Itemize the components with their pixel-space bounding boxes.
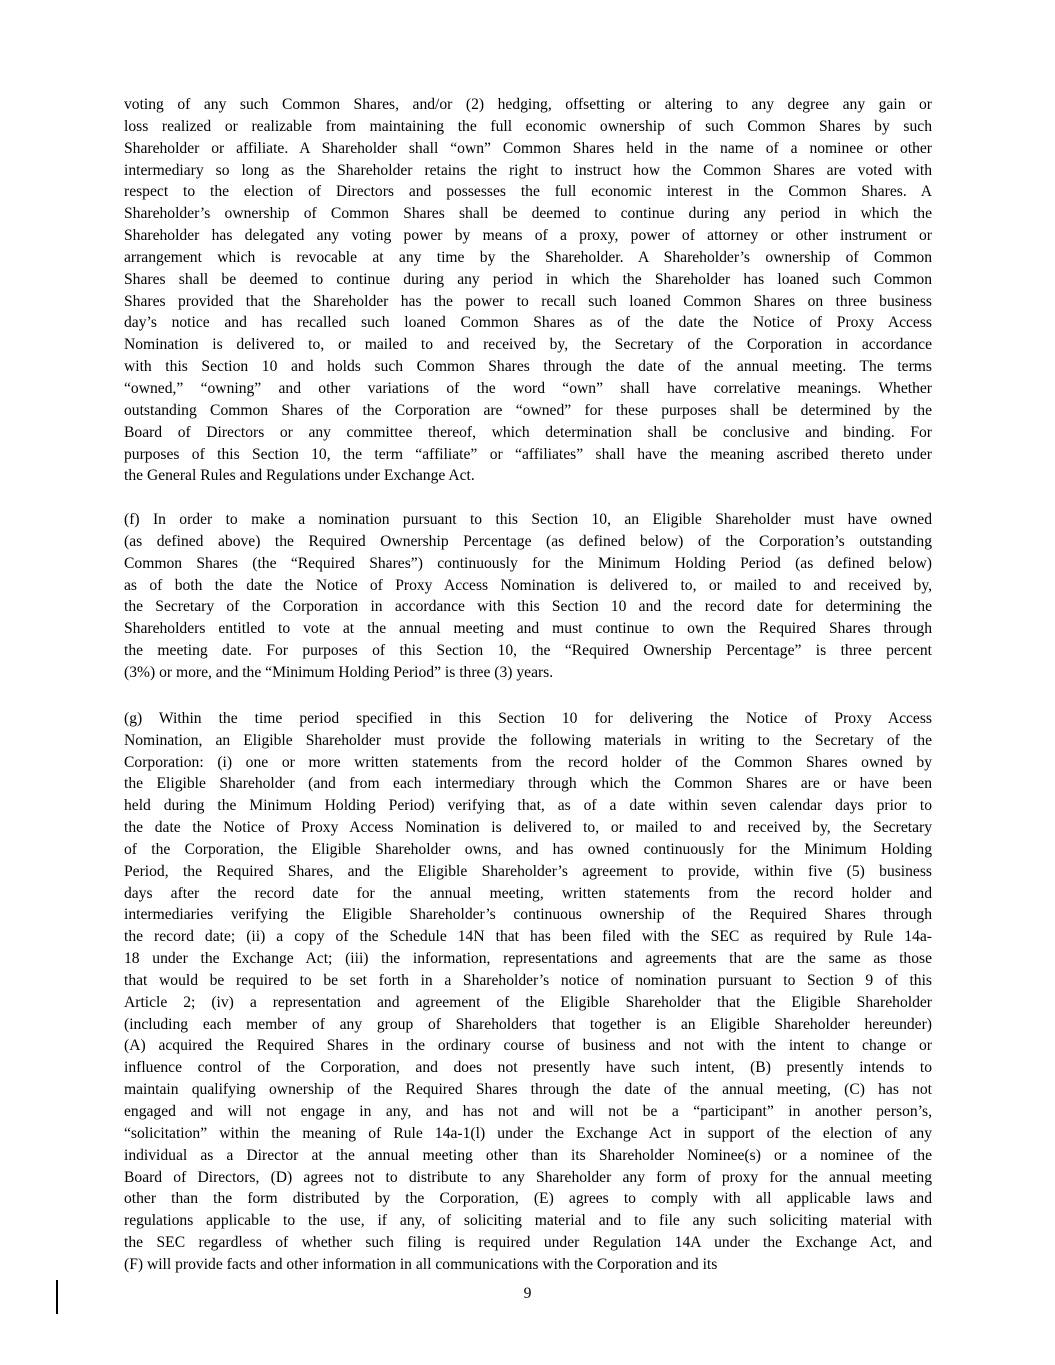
- text-line: (including each member of any group of Shareholders that together is an Eligible Shareholder hereunder): [124, 1015, 932, 1033]
- text-line: the Eligible Shareholder (and from each intermediary through which the Common Shares are or have been: [124, 775, 932, 793]
- paragraph-spacer: [124, 487, 932, 509]
- paragraph-g-required-materials: [124, 708, 932, 1276]
- text-line: regulations applicable to the use, if any, of soliciting material and to file any such soliciting material with: [124, 1212, 932, 1230]
- text-line: (as defined above) the Required Ownership Percentage (as defined below) of the Corporation’s outstanding: [124, 532, 932, 550]
- text-line: other than the form distributed by the Corporation, (E) agrees to comply with all applicable laws and: [124, 1190, 932, 1208]
- text-line: (3%) or more, and the “Minimum Holding Period” is three (3) years.: [124, 663, 554, 681]
- text-line: respect to the election of Directors and possesses the full economic interest in the Common Shares. A: [124, 183, 932, 201]
- text-line: day’s notice and has recalled such loaned Common Shares as of the date the Notice of Proxy Access: [124, 314, 932, 332]
- text-line: the meeting date. For purposes of this Section 10, the “Required Ownership Percentage” is three percent: [124, 642, 932, 660]
- paragraph-f-required-ownership: [124, 509, 932, 684]
- paragraph-spacer: [124, 684, 932, 708]
- text-line: that would be required to be set forth in a Shareholder’s notice of nomination pursuant to Section 9 of this: [124, 971, 932, 989]
- text-line: (F) will provide facts and other information in all communications with the Corporation and its: [124, 1255, 718, 1273]
- paragraph-ownership-definition: [124, 94, 932, 487]
- text-line: Shareholder’s ownership of Common Shares shall be deemed to continue during any period in which the: [124, 205, 932, 223]
- text-line: Period, the Required Shares, and the Eligible Shareholder’s agreement to provide, within five (5) business: [124, 862, 932, 880]
- text-line: (A) acquired the Required Shares in the ordinary course of business and not with the intent to change or: [124, 1037, 932, 1055]
- text-line: arrangement which is revocable at any time by the Shareholder. A Shareholder’s ownership of Common: [124, 248, 932, 266]
- text-line: Shares provided that the Shareholder has the power to recall such loaned Common Shares on three business: [124, 292, 932, 310]
- text-line: Article 2; (iv) a representation and agreement of the Eligible Shareholder that the Eligible Shareholder: [124, 993, 932, 1011]
- text-line: engaged and will not engage in any, and has not and will not be a “participant” in another person’s,: [124, 1103, 932, 1121]
- text-line: Nomination, an Eligible Shareholder must provide the following materials in writing to the Secretary of the: [124, 731, 932, 749]
- text-line: Shares shall be deemed to continue during any period in which the Shareholder has loaned such Common: [124, 270, 932, 288]
- page-number: 9: [523, 1285, 532, 1302]
- text-line: (g) Within the time period specified in this Section 10 for delivering the Notice of Proxy Access: [124, 709, 932, 727]
- text-line: the Secretary of the Corporation in accordance with this Section 10 and the record date for determining the: [124, 598, 932, 616]
- text-line: (f) In order to make a nomination pursuant to this Section 10, an Eligible Shareholder must have owned: [124, 511, 932, 529]
- text-line: with this Section 10 and holds such Common Shares through the date of the annual meeting. The terms: [124, 358, 932, 376]
- text-line: held during the Minimum Holding Period) verifying that, as of a date within seven calendar days prior to: [124, 797, 932, 815]
- text-line: outstanding Common Shares of the Corporation are “owned” for these purposes shall be determined by the: [124, 401, 932, 419]
- text-line: days after the record date for the annual meeting, written statements from the record holder and: [124, 884, 932, 902]
- text-line: Shareholder has delegated any voting power by means of a proxy, power of attorney or other instrument or: [124, 227, 932, 245]
- text-line: Common Shares (the “Required Shares”) continuously for the Minimum Holding Period (as defined below): [124, 554, 932, 572]
- text-line: voting of any such Common Shares, and/or (2) hedging, offsetting or altering to any degree any gain or: [124, 96, 932, 113]
- text-line: the record date; (ii) a copy of the Schedule 14N that has been filed with the SEC as required by Rule 14a-: [124, 928, 932, 946]
- text-line: purposes of this Section 10, the term “affiliate” or “affiliates” shall have the meaning ascribed thereto under: [124, 445, 932, 463]
- text-line: Nomination is delivered to, or mailed to and received by, the Secretary of the Corporation in accordance: [124, 336, 932, 354]
- text-line: intermediary so long as the Shareholder retains the right to instruct how the Common Shares are voted with: [124, 161, 932, 179]
- text-line: Corporation: (i) one or more written statements from the record holder of the Common Shares owned by: [124, 753, 932, 771]
- text-line: as of both the date the Notice of Proxy Access Nomination is delivered to, or mailed to and received by,: [124, 576, 932, 594]
- text-line: Shareholders entitled to vote at the annual meeting and must continue to own the Required Shares through: [124, 620, 932, 638]
- text-line: Board of Directors, (D) agrees not to distribute to any Shareholder any form of proxy for the annual meeting: [124, 1168, 932, 1186]
- text-line: 18 under the Exchange Act; (iii) the information, representations and agreements that are the same as those: [124, 950, 932, 968]
- text-line: “solicitation” within the meaning of Rule 14a-1(l) under the Exchange Act in support of the election of any: [124, 1124, 932, 1142]
- text-line: the General Rules and Regulations under Exchange Act.: [124, 467, 475, 485]
- text-line: intermediaries verifying the Eligible Shareholder’s continuous ownership of the Required Shares through: [124, 906, 932, 924]
- text-line: of the Corporation, the Eligible Shareholder owns, and has owned continuously for the Minimum Holding: [124, 840, 932, 858]
- text-line: Shareholder or affiliate. A Shareholder shall “own” Common Shares held in the name of a nominee or other: [124, 139, 932, 157]
- text-line: “owned,” “owning” and other variations of the word “own” shall have correlative meanings. Whether: [124, 379, 932, 397]
- text-line: maintain qualifying ownership of the Required Shares through the date of the annual meeting, (C) has not: [124, 1081, 932, 1099]
- text-line: the date the Notice of Proxy Access Nomination is delivered to, or mailed to and received by, the Secretary: [124, 819, 932, 837]
- text-line: Board of Directors or any committee thereof, which determination shall be conclusive and binding. For: [124, 423, 932, 441]
- text-line: influence control of the Corporation, and does not presently have such intent, (B) presently intends to: [124, 1059, 932, 1077]
- text-line: loss realized or realizable from maintaining the full economic ownership of such Common Shares by such: [124, 117, 932, 135]
- text-line: the SEC regardless of whether such filing is required under Regulation 14A under the Exchange Act, and: [124, 1234, 932, 1252]
- text-line: individual as a Director at the annual meeting other than its Shareholder Nominee(s) or a nominee of the: [124, 1146, 932, 1164]
- document-body: [124, 94, 932, 1276]
